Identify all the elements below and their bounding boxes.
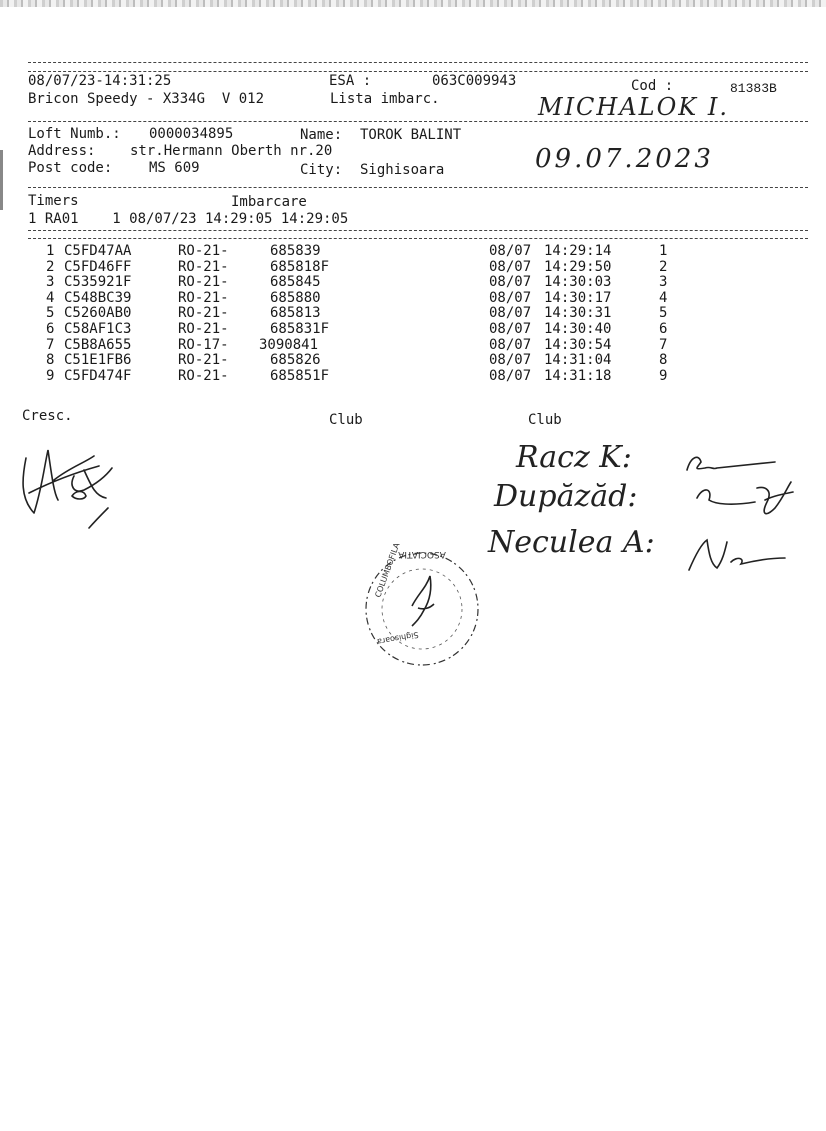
ring-no: 7: [46, 336, 55, 353]
clock-seq: 5: [659, 305, 668, 322]
club-signature-3: [685, 536, 795, 576]
clock-time: 14:30:31: [544, 305, 612, 322]
loft-label: Loft Numb.:: [28, 126, 121, 142]
clock-seq: 6: [659, 321, 668, 337]
clock-time: 14:30:40: [544, 321, 612, 337]
chip-id: C5FD47AA: [64, 243, 132, 259]
clock-seq: 9: [659, 367, 668, 384]
scan-edge: [0, 150, 3, 210]
chip-id: C51E1FB6: [64, 352, 132, 369]
ring-no: 8: [46, 352, 55, 369]
ring-prefix: RO-21-: [178, 352, 229, 369]
city-label: City:: [300, 162, 343, 178]
club-label-1: Club: [329, 412, 363, 428]
ring-number: 685851F: [270, 367, 330, 384]
loft-number: 0000034895: [149, 126, 234, 142]
ring-number: 685818F: [270, 258, 330, 275]
clock-time: 14:31:18: [544, 367, 612, 384]
club-signature-2: [695, 478, 795, 523]
svg-text:ASOCIATIA: ASOCIATIA: [398, 549, 446, 559]
ring-no: 5: [46, 305, 55, 322]
divider: [28, 187, 808, 188]
device-model: Bricon Speedy - X334G V 012: [28, 91, 265, 107]
clock-date: 08/07: [489, 305, 532, 322]
clock-time: 14:31:04: [544, 352, 612, 369]
clock-seq: 4: [659, 289, 668, 306]
divider: [28, 71, 808, 72]
ring-no: 9: [46, 367, 55, 384]
name-label: Name:: [300, 127, 343, 143]
ring-prefix: RO-21-: [178, 274, 229, 291]
divider: [28, 62, 808, 63]
print-datetime: 08/07/23-14:31:25: [28, 73, 172, 89]
ring-number: 685845: [270, 274, 321, 291]
ring-no: 3: [46, 274, 55, 291]
ring-prefix: RO-21-: [178, 243, 229, 259]
club-stamp: [360, 541, 485, 670]
timer-row: 1 RA01 1 08/07/23 14:29:05 14:29:05: [28, 211, 349, 227]
ring-prefix: RO-21-: [178, 258, 229, 275]
esa-value: 063C009943: [432, 73, 517, 89]
clock-date: 08/07: [489, 243, 532, 259]
postcode-value: MS 609: [149, 160, 200, 176]
ring-number: 685839: [270, 243, 321, 259]
divider: [28, 230, 808, 231]
clock-time: 14:29:50: [544, 258, 612, 275]
address-label: Address:: [28, 143, 96, 159]
chip-id: C5260AB0: [64, 305, 132, 322]
svg-text:COLUMBOFILA: COLUMBOFILA: [373, 541, 402, 599]
clock-time: 14:29:14: [544, 243, 612, 259]
handwritten-name: MICHALOK I.: [538, 93, 729, 121]
list-title: Lista imbarc.: [330, 91, 440, 107]
postcode-label: Post code:: [28, 160, 113, 176]
owner-name: TOROK BALINT: [360, 127, 462, 143]
cresc-label: Cresc.: [22, 408, 73, 424]
ring-prefix: RO-21-: [178, 289, 229, 306]
city-value: Sighisoara: [360, 162, 445, 178]
breeder-signature: [14, 438, 124, 533]
ring-no: 1: [46, 243, 55, 259]
club-signature-1: [685, 452, 780, 477]
cod-value: 81383B: [730, 81, 777, 96]
handwritten-date: 09.07.2023: [535, 144, 714, 174]
chip-id: C5FD474F: [64, 367, 132, 384]
clock-time: 14:30:54: [544, 336, 612, 353]
club-signatory-3: Neculea A:: [488, 525, 655, 560]
club-signatory-1: Racz K:: [516, 440, 632, 475]
clock-date: 08/07: [489, 258, 532, 275]
cod-label: Cod :: [631, 78, 674, 94]
ring-no: 4: [46, 289, 55, 306]
clock-date: 08/07: [489, 321, 532, 337]
clock-time: 14:30:03: [544, 274, 612, 291]
ring-no: 6: [46, 321, 55, 337]
chip-id: C5FD46FF: [64, 258, 132, 275]
clock-seq: 7: [659, 336, 668, 353]
scan-border: [0, 0, 826, 7]
clock-seq: 2: [659, 258, 668, 275]
ring-prefix: RO-21-: [178, 305, 229, 322]
clock-date: 08/07: [489, 274, 532, 291]
chip-id: C5B8A655: [64, 336, 132, 353]
ring-number: 685826: [270, 352, 321, 369]
timers-label: Timers: [28, 193, 79, 209]
ring-number: 685813: [270, 305, 321, 322]
clock-time: 14:30:17: [544, 289, 612, 306]
club-label-2: Club: [528, 412, 562, 428]
chip-id: C58AF1C3: [64, 321, 132, 337]
divider: [28, 121, 808, 122]
ring-prefix: RO-17-: [178, 336, 229, 353]
chip-id: C548BC39: [64, 289, 132, 306]
clock-date: 08/07: [489, 352, 532, 369]
ring-number: 685880: [270, 289, 321, 306]
ring-no: 2: [46, 258, 55, 275]
clock-seq: 1: [659, 243, 668, 259]
clock-seq: 3: [659, 274, 668, 291]
clock-seq: 8: [659, 352, 668, 369]
ring-number: 3090841: [259, 336, 319, 353]
divider: [28, 238, 808, 239]
ring-prefix: RO-21-: [178, 321, 229, 337]
address-value: str.Hermann Oberth nr.20: [130, 143, 333, 159]
club-signatory-2: Dupăzăd:: [494, 479, 638, 514]
clock-date: 08/07: [489, 336, 532, 353]
imbarcare-label: Imbarcare: [231, 194, 307, 210]
esa-label: ESA :: [329, 73, 372, 89]
svg-text:Sighisoara: Sighisoara: [376, 630, 420, 647]
ring-prefix: RO-21-: [178, 367, 229, 384]
clock-date: 08/07: [489, 289, 532, 306]
ring-number: 685831F: [270, 321, 330, 337]
clock-date: 08/07: [489, 367, 532, 384]
chip-id: C535921F: [64, 274, 132, 291]
